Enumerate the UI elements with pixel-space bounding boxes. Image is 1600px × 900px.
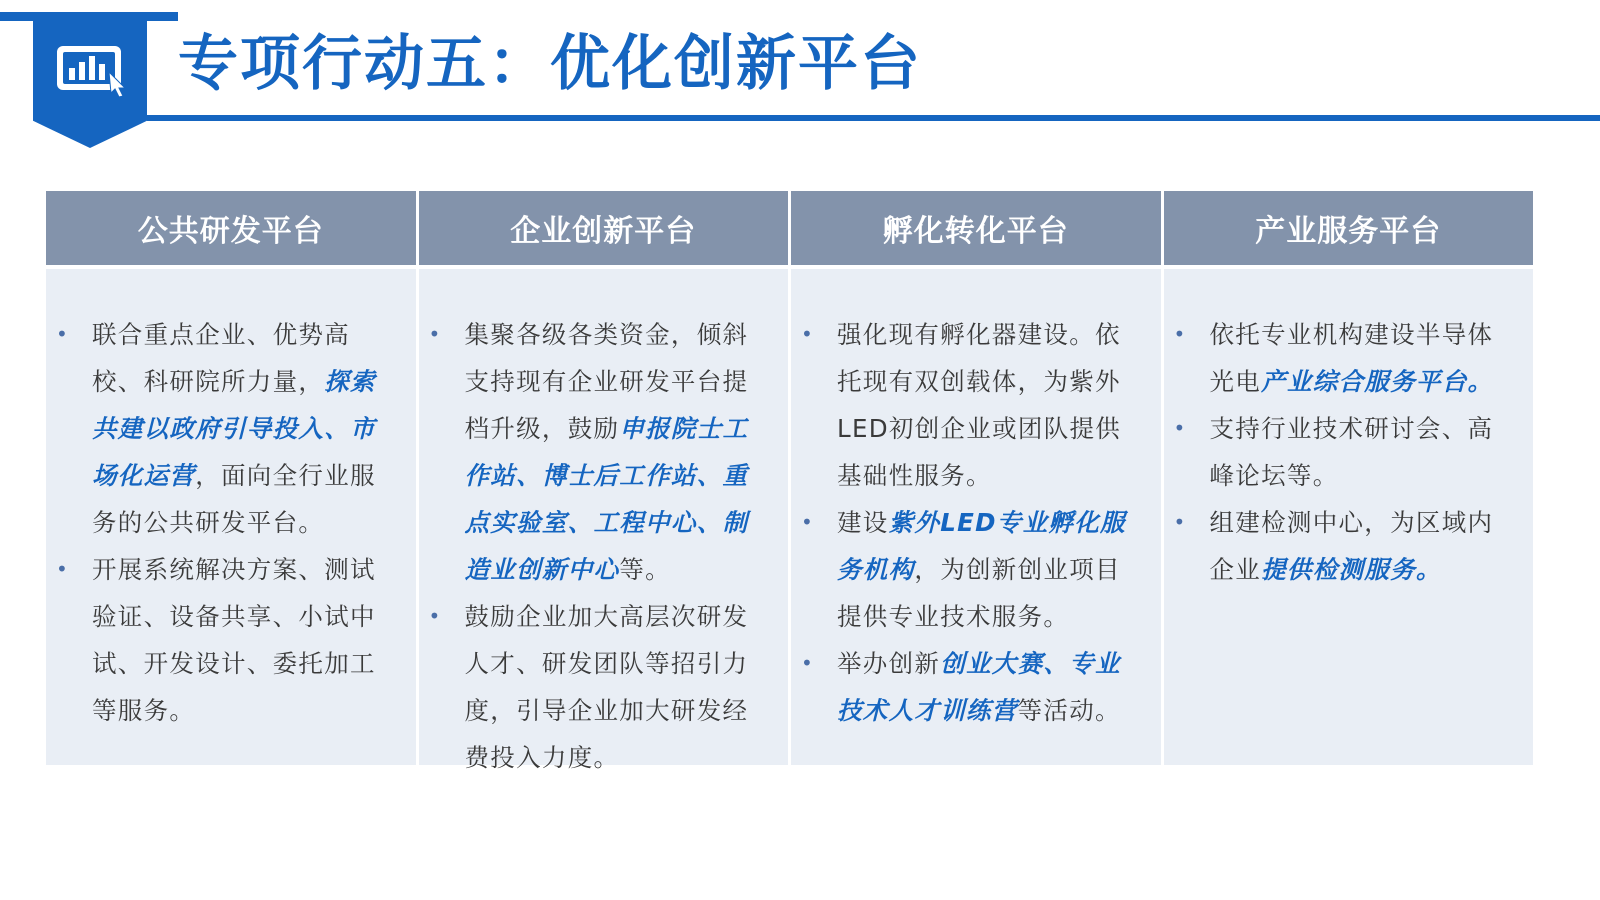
- platform-column: [46, 191, 416, 765]
- bullet-item: [791, 311, 1161, 499]
- column-header: 孵化转化平台: [791, 191, 1161, 265]
- bullet-dot-icon: •: [801, 510, 815, 534]
- bullet-dot-icon: •: [428, 604, 442, 628]
- body-text: 联合重点企业、优势高校、科研院所力量，: [92, 320, 350, 396]
- presentation-chart-icon: [53, 42, 129, 98]
- bullet-item: [1164, 499, 1534, 593]
- bullet-item: [419, 311, 789, 593]
- column-body: [1164, 269, 1534, 765]
- body-text: ，为创新创业项目提供专业技术服务。: [837, 555, 1121, 631]
- highlight-text: 创业大赛、专业技术人才训练营: [837, 649, 1121, 725]
- body-text: 依托专业机构建设半导体光电: [1209, 320, 1494, 396]
- platform-column: [1164, 191, 1534, 765]
- header-rule: [147, 115, 1600, 121]
- bullet-item: [46, 546, 416, 734]
- column-body: [791, 269, 1161, 765]
- bullet-item: [1164, 405, 1534, 499]
- body-text: 集聚各级各类资金，倾斜支持现有企业研发平台提档升级，鼓励: [464, 320, 749, 443]
- bullet-list: [46, 311, 416, 734]
- column-header: 企业创新平台: [419, 191, 789, 265]
- column-body: [419, 269, 789, 772]
- bullet-dot-icon: •: [801, 651, 815, 675]
- bullet-list: [1164, 311, 1534, 593]
- body-text: 建设: [837, 508, 889, 537]
- page-title: 专项行动五：优化创新平台: [178, 29, 922, 99]
- bullet-item: [46, 311, 416, 546]
- body-text: 支持行业技术研讨会、高峰论坛等。: [1209, 414, 1494, 490]
- body-text: 等活动。: [1017, 696, 1121, 725]
- bullet-dot-icon: •: [56, 322, 70, 346]
- bullet-dot-icon: •: [801, 322, 815, 346]
- bullet-dot-icon: •: [1173, 416, 1187, 440]
- bullet-list: [791, 311, 1161, 734]
- highlight-text: 探索共建以政府引导投入、市场化运营: [92, 367, 376, 490]
- highlight-text: 产业综合服务平台。: [1261, 367, 1494, 396]
- bullet-dot-icon: •: [56, 557, 70, 581]
- platform-table: [46, 191, 1533, 772]
- body-text: 开展系统解决方案、测试验证、设备共享、小试中试、开发设计、委托加工等服务。: [92, 555, 376, 725]
- highlight-text: 申报院士工作站、博士后工作站、重点实验室、工程中心、制造业创新中心: [464, 414, 749, 584]
- bullet-item: [1164, 311, 1534, 405]
- bullet-list: [419, 311, 789, 781]
- body-text: 鼓励企业加大高层次研发人才、研发团队等招引力度，引导企业加大研发经费投入力度。: [464, 602, 749, 772]
- bullet-item: [791, 499, 1161, 640]
- highlight-text: 提供检测服务。: [1261, 555, 1442, 584]
- bullet-dot-icon: •: [428, 322, 442, 346]
- body-text: 组建检测中心，为区域内企业: [1209, 508, 1494, 584]
- platform-column: [791, 191, 1161, 765]
- bullet-item: [791, 640, 1161, 734]
- bullet-item: [419, 593, 789, 781]
- bullet-dot-icon: •: [1173, 322, 1187, 346]
- platform-column: [419, 191, 789, 772]
- body-text: 强化现有孵化器建设。依托现有双创载体，为紫外LED初创企业或团队提供基础性服务。: [837, 320, 1122, 490]
- body-text: 举办创新: [837, 649, 941, 678]
- column-header: 产业服务平台: [1164, 191, 1534, 265]
- highlight-text: 紫外LED专业孵化服务机构: [837, 508, 1126, 584]
- bullet-dot-icon: •: [1173, 510, 1187, 534]
- body-text: 等。: [619, 555, 671, 584]
- column-body: [46, 269, 416, 765]
- column-header: 公共研发平台: [46, 191, 416, 265]
- body-text: ，面向全行业服务的公共研发平台。: [92, 461, 376, 537]
